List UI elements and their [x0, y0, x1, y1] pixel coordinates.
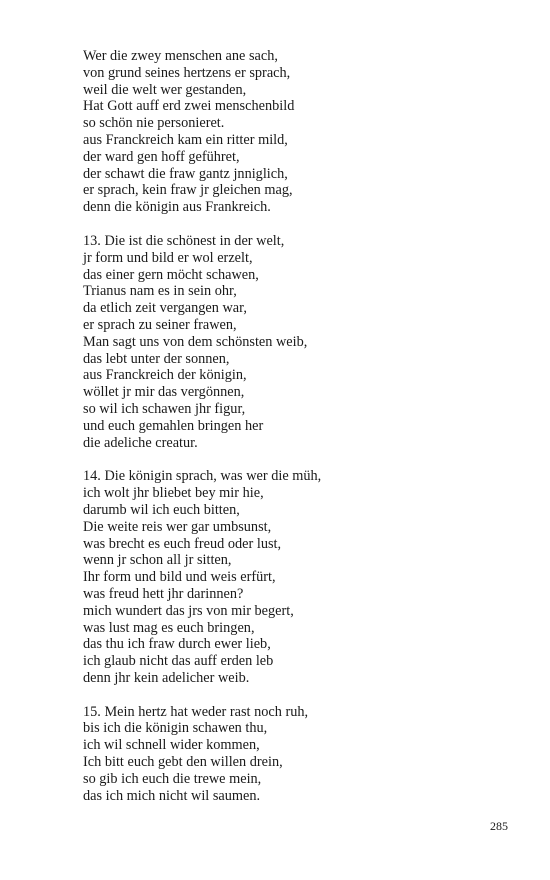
verse-line: was freud hett jhr darinnen?: [83, 585, 244, 602]
stanza: [83, 704, 503, 805]
verse-line: ich wolt jhr bliebet bey mir hie,: [83, 485, 264, 502]
verse-line: so gib ich euch die trewe mein,: [83, 770, 262, 787]
verse-line: Die weite reis wer gar umbsunst,: [83, 518, 272, 535]
verse-line: weil die welt wer gestanden,: [83, 81, 247, 98]
verse-line: 14. Die königin sprach, was wer die müh,: [83, 468, 322, 485]
verse-line: was lust mag es euch bringen,: [83, 619, 255, 636]
stanza: [83, 48, 503, 216]
verse-line: er sprach zu seiner frawen,: [83, 316, 237, 333]
verse-line: 13. Die ist die schönest in der welt,: [83, 232, 285, 249]
verse-line: mich wundert das jrs von mir begert,: [83, 602, 294, 619]
verse-line: darumb wil ich euch bitten,: [83, 501, 240, 518]
verse-line: 15. Mein hertz hat weder rast noch ruh,: [83, 703, 309, 720]
verse-line: von grund seines hertzens er sprach,: [83, 64, 291, 81]
verse-line: jr form und bild er wol erzelt,: [83, 249, 253, 266]
stanza: [83, 468, 503, 686]
verse-line: da etlich zeit vergangen war,: [83, 300, 247, 317]
verse-line: er sprach, kein fraw jr gleichen mag,: [83, 182, 293, 199]
verse-line: das lebt unter der sonnen,: [83, 350, 230, 367]
verse-line: der ward gen hoff geführet,: [83, 148, 240, 165]
verse-line: Trianus nam es in sein ohr,: [83, 283, 237, 300]
verse-line: das thu ich fraw durch ewer lieb,: [83, 636, 271, 653]
verse-line: was brecht es euch freud oder lust,: [83, 535, 282, 552]
stanza: [83, 233, 503, 451]
verse-line: das ich mich nicht wil saumen.: [83, 787, 261, 804]
verse-line: Ich bitt euch gebt den willen drein,: [83, 754, 283, 771]
verse-line: so wil ich schawen jhr figur,: [83, 400, 246, 417]
verse-line: der schawt die fraw gantz jnniglich,: [83, 165, 288, 182]
verse-line: die adeliche creatur.: [83, 434, 198, 451]
verse-line: das einer gern möcht schawen,: [83, 266, 259, 283]
verse-line: denn die königin aus Frankreich.: [83, 199, 271, 216]
verse-line: Wer die zwey menschen ane sach,: [83, 48, 278, 64]
verse-line: Hat Gott auff erd zwei menschenbild: [83, 98, 295, 115]
verse-line: aus Franckreich der königin,: [83, 367, 247, 384]
verse-line: so schön nie personieret.: [83, 115, 225, 132]
verse-line: wenn jr schon all jr sitten,: [83, 552, 232, 569]
verse-line: wöllet jr mir das vergönnen,: [83, 384, 245, 401]
verse-line: und euch gemahlen bringen her: [83, 417, 264, 434]
verse-line: ich glaub nicht das auff erden leb: [83, 653, 274, 670]
verse-line: bis ich die königin schawen thu,: [83, 720, 268, 737]
verse-line: Man sagt uns von dem schönsten weib,: [83, 333, 308, 350]
verse-line: ich wil schnell wider kommen,: [83, 737, 260, 754]
verse-line: denn jhr kein adelicher weib.: [83, 669, 250, 686]
verse-line: Ihr form und bild und weis erfürt,: [83, 569, 276, 586]
page-number: 285: [490, 819, 508, 833]
verse-line: aus Franckreich kam ein ritter mild,: [83, 131, 288, 148]
poem-text: [83, 48, 503, 821]
